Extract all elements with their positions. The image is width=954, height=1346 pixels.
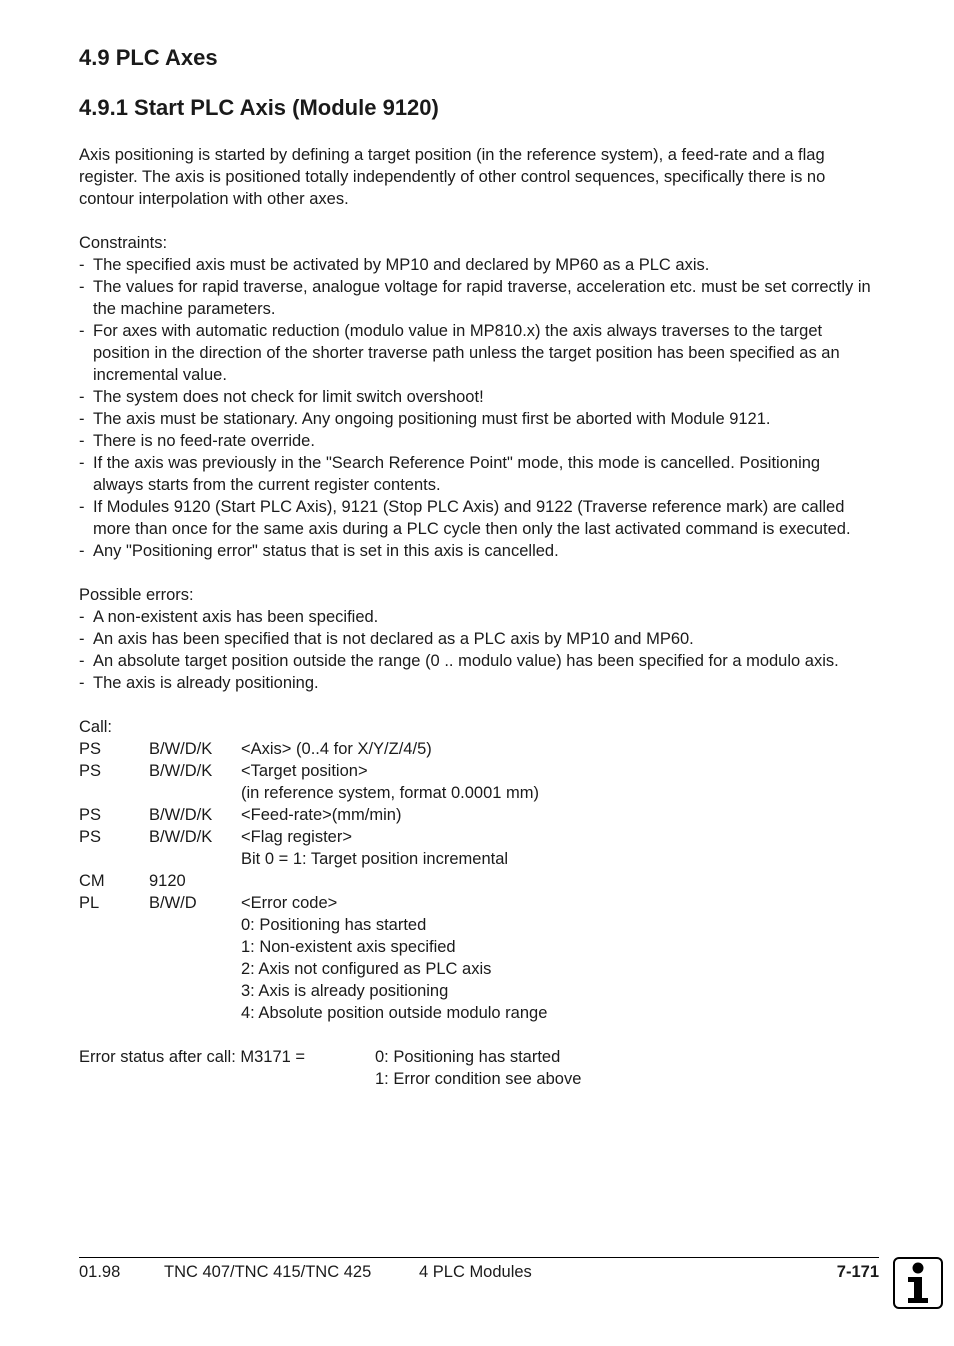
subsection-title: 4.9.1 Start PLC Axis (Module 9120)	[79, 95, 439, 120]
call-row: 2: Axis not configured as PLC axis	[241, 960, 492, 978]
call-row: PS B/W/D/K <Flag register>	[79, 828, 352, 846]
list-item: - There is no feed-rate override.	[79, 430, 874, 452]
list-item: - A non-existent axis has been specified.	[79, 606, 874, 628]
list-item: - The system does not check for limit switch overshoot!	[79, 386, 874, 408]
error-status-label: Error status after call: M3171 =	[79, 1048, 306, 1066]
call-row: (in reference system, format 0.0001 mm)	[241, 784, 540, 802]
list-item: - Any "Positioning error" status that is set in this axis is cancelled.	[79, 540, 874, 562]
list-item: - For axes with automatic reduction (modulo value in MP810.x) the axis always traverses to the target position in the direction of the shorter traverse path unless the target position has been specified as an incremental value.	[79, 320, 874, 386]
footer-date: 01.98	[79, 1263, 121, 1281]
list-item: - The specified axis must be activated by MP10 and declared by MP60 as a PLC axis.	[79, 254, 874, 276]
call-row: 0: Positioning has started	[241, 916, 427, 934]
call-row: Bit 0 = 1: Target position incremental	[241, 850, 509, 868]
call-heading: Call:	[79, 718, 113, 736]
list-item: - The axis is already positioning.	[79, 672, 874, 694]
errors-heading: Possible errors:	[79, 586, 194, 604]
call-row: PS B/W/D/K <Target position>	[79, 762, 368, 780]
list-item: - An axis has been specified that is not declared as a PLC axis by MP10 and MP60.	[79, 628, 874, 650]
constraints-heading: Constraints:	[79, 234, 168, 252]
list-item: - An absolute target position outside the range (0 .. modulo value) has been specified for a modulo axis.	[79, 650, 874, 672]
body-text	[79, 144, 874, 1090]
list-item: - The values for rapid traverse, analogue voltage for rapid traverse, acceleration etc. must be set correctly in the machine parameters.	[79, 276, 874, 320]
info-icon	[893, 1257, 943, 1309]
footer-model: TNC 407/TNC 415/TNC 425	[164, 1263, 372, 1281]
error-status-value: 0: Positioning has started	[375, 1048, 561, 1066]
footer-chapter: 4 PLC Modules	[419, 1263, 532, 1281]
intro-paragraph: Axis positioning is started by defining a target position (in the reference system), a feed-rate and a flag register. The axis is positioned totally independently of other control sequences, specifically there is no contour interpolation with other axes.	[79, 146, 826, 208]
list-item: - The axis must be stationary. Any ongoing positioning must first be aborted with Module 9121.	[79, 408, 874, 430]
call-table	[79, 738, 874, 1024]
call-row: 3: Axis is already positioning	[241, 982, 449, 1000]
call-row: 1: Non-existent axis specified	[241, 938, 456, 956]
footer-divider	[79, 1257, 879, 1258]
call-row: 4: Absolute position outside modulo range	[241, 1004, 548, 1022]
errors-list	[79, 606, 874, 694]
call-row: PS B/W/D/K <Axis> (0..4 for X/Y/Z/4/5)	[79, 740, 432, 758]
constraints-list	[79, 254, 874, 562]
page-number: 7-171	[836, 1263, 879, 1281]
call-row: PS B/W/D/K <Feed-rate>(mm/min)	[79, 806, 402, 824]
error-status	[79, 1046, 874, 1090]
call-row: CM 9120	[79, 872, 186, 890]
list-item: - If Modules 9120 (Start PLC Axis), 9121 (Stop PLC Axis) and 9122 (Traverse reference mark) are called more than once for the same axis during a PLC cycle then only the last activated command is executed.	[79, 496, 874, 540]
error-status-value: 1: Error condition see above	[375, 1070, 582, 1088]
call-row: PL B/W/D <Error code>	[79, 894, 338, 912]
list-item: - If the axis was previously in the "Search Reference Point" mode, this mode is cancelled. Positioning always starts from the current register contents.	[79, 452, 874, 496]
section-title: 4.9 PLC Axes	[79, 45, 218, 70]
